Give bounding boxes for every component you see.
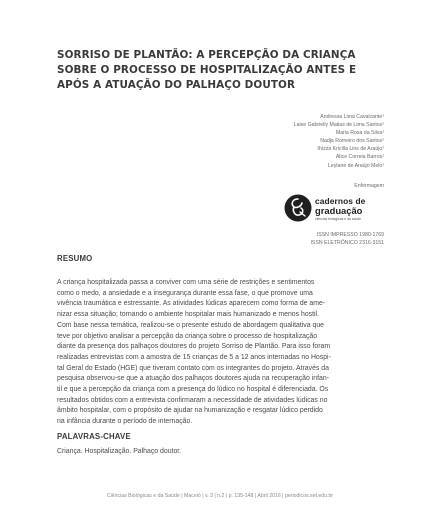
journal-tagline: ciências biológicas e da saúde xyxy=(315,217,361,221)
abstract-line: diante da presença dos palhaços doutores do projeto Sorriso de Plantão. Para isso foram xyxy=(57,343,331,351)
abstract-line: como o medo, a ansiedade e a insegurança durante essa fase, o que promove uma xyxy=(57,289,313,297)
author-name: Nadja Romeiro dos Santos¹ xyxy=(320,138,384,145)
issn-block xyxy=(310,232,384,247)
section-label: Enfermagem xyxy=(354,183,384,189)
author-name: Andressa Lima Cavalcante¹ xyxy=(320,114,384,120)
author-list xyxy=(134,113,384,170)
abstract-line: Com base nessa temática, realizou-se o presente estudo de abordagem qualitativa que xyxy=(57,321,324,329)
abstract-body xyxy=(57,278,385,428)
abstract-line: na infância durante o período de internação. xyxy=(57,418,193,426)
abstract-line: A criança hospitalizada passa a conviver com uma série de restrições e sentimentos xyxy=(57,279,315,286)
abstract-line: nizar essa situação; tornando o ambiente hospitalar mais humanizado e menos hostil. xyxy=(57,311,319,319)
abstract-line: pesquisa observou-se que a atuação dos palhaços doutores ajuda na recuperação infan- xyxy=(57,375,329,383)
issn-print: ISSN IMPRESSO 1980-1769 xyxy=(316,232,384,238)
issn-online: ISSN ELETRÔNICO 2316-3151 xyxy=(310,239,384,246)
author-name: Ihízza Kricilla Lins de Araújo¹ xyxy=(317,146,384,153)
article-title xyxy=(57,48,387,93)
author-name: Laise Gabrielly Matias de Lima Santos¹ xyxy=(293,122,384,129)
title-line: SOBRE O PROCESSO DE HOSPITALIZAÇÃO ANTES E xyxy=(57,64,357,76)
abstract-line: âmbito hospitalar, com o propósito de ajudar na humanização e resgatar lúdico perdido xyxy=(57,407,323,415)
abstract-line: tal Geral do Estado (HGE) que tiveram contato com os integrantes do projeto. Através da xyxy=(57,364,329,372)
keywords-text: Criança. Hospitalização. Palhaço doutor. xyxy=(57,448,182,455)
abstract-line: resultados obtidos com a entrevista confirmaram a necessidade de atividades lúdicas no xyxy=(57,396,328,404)
journal-name-line2: graduação xyxy=(315,205,363,216)
journal-logo-icon xyxy=(284,194,312,222)
page-footer: Ciências Biológicas e da Saúde | Maceió | v. 3 | n.2 | p. 135-148 | Abril 2016 | periodicos.set.edu.br xyxy=(106,493,334,499)
abstract-line: vivência traumática e estressante. As atividades lúdicas aparecem como forma de ame- xyxy=(57,300,326,308)
journal-logo xyxy=(284,194,384,224)
journal-name-line1: cadernos de xyxy=(315,196,366,206)
title-line: SORRISO DE PLANTÃO: A PERCEPÇÃO DA CRIANÇA xyxy=(57,49,356,61)
abstract-line: til e que a percepção da criança com a presença do lúdico no hospital é diferenciada. Os xyxy=(57,386,329,394)
abstract-line: realizadas entrevistas com a amostra de 15 crianças de 5 a 12 anos internadas no Hospi- xyxy=(57,353,331,361)
author-name: Leylane de Araújo Melo¹ xyxy=(328,162,384,169)
author-name: Maria Rosa da Silva¹ xyxy=(335,130,384,137)
abstract-heading: RESUMO xyxy=(57,254,93,263)
abstract-line: teve por objetivo analisar a percepção da criança sobre o processo de hospitalização xyxy=(57,332,318,340)
author-name: Alice Correia Barros¹ xyxy=(335,154,384,161)
keywords-heading: PALAVRAS-CHAVE xyxy=(57,432,131,441)
title-line: APÓS A ATUAÇÃO DO PALHAÇO DOUTOR xyxy=(57,79,296,91)
